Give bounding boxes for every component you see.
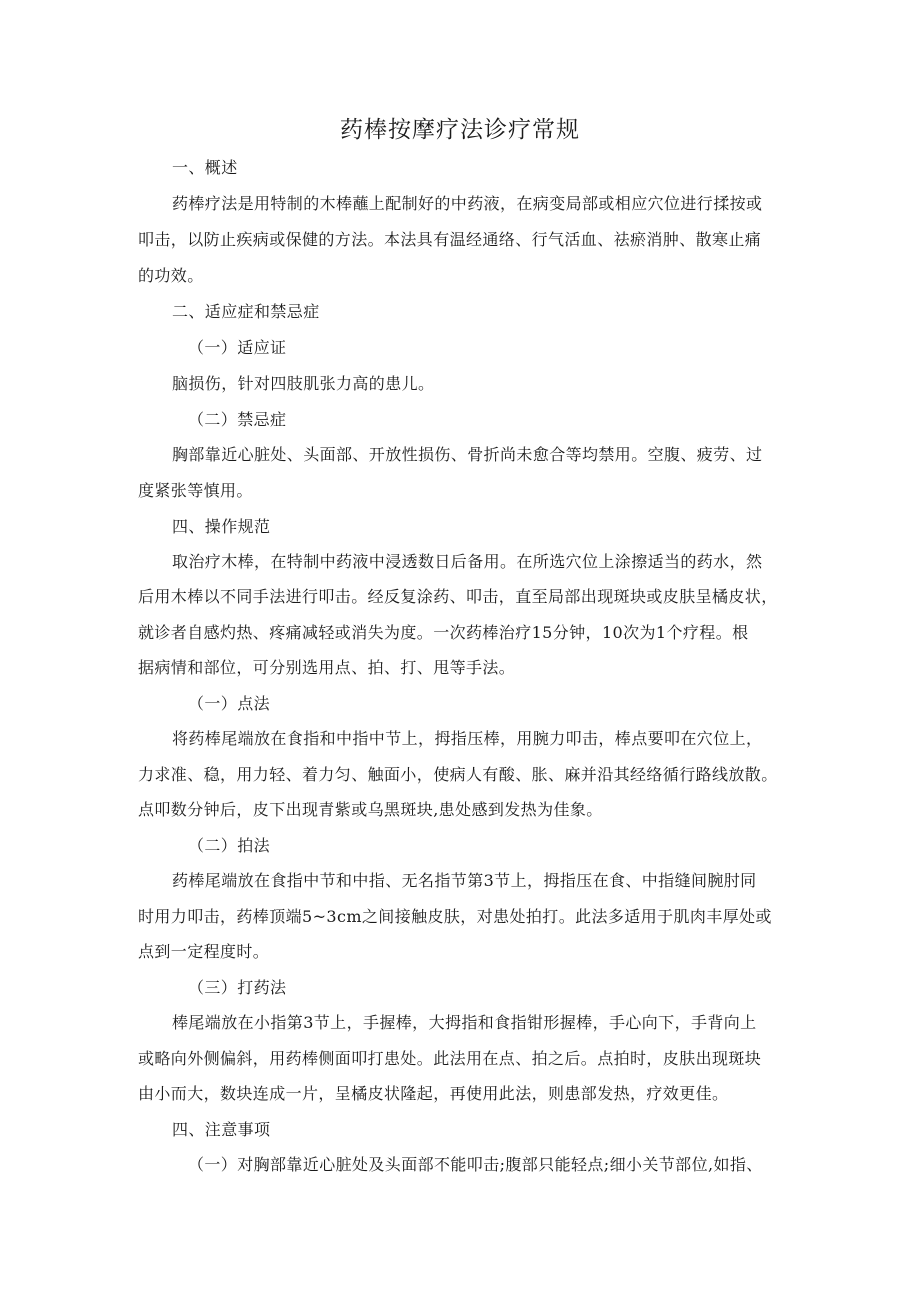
paragraph-line: 将药棒尾端放在食指和中指中节上，拇指压棒，用腕力叩击，棒点要叩在穴位上， xyxy=(172,729,763,748)
paragraph-line: 的功效。 xyxy=(138,266,204,285)
paragraph-line: 胸部靠近心脏处、头面部、开放性损伤、骨折尚未愈合等均禁用。空腹、疲劳、过 xyxy=(172,445,763,464)
paragraph-line: 药棒疗法是用特制的木棒蘸上配制好的中药液，在病变局部或相应穴位进行揉按或 xyxy=(172,194,763,213)
section-heading-overview: 一、概述 xyxy=(172,158,238,177)
section-heading-indications: 二、适应症和禁忌症 xyxy=(172,302,320,321)
paragraph-line: 据病情和部位，可分别选用点、拍、打、甩等手法。 xyxy=(138,658,516,677)
subsection-heading: （二）拍法 xyxy=(188,836,271,855)
section-heading-procedure: 四、操作规范 xyxy=(172,517,271,536)
document-title: 药棒按摩疗法诊疗常规 xyxy=(340,117,580,143)
paragraph-line: 后用木棒以不同手法进行叩击。经反复涂药、叩击，直至局部出现斑块或皮肤呈橘皮状， xyxy=(138,587,778,606)
subsection-heading: （一）点法 xyxy=(188,694,271,713)
paragraph-line: 脑损伤，针对四肢肌张力高的患儿。 xyxy=(172,374,435,393)
paragraph-line: 就诊者自感灼热、疼痛减轻或消失为度。一次药棒治疗15分钟，10次为1个疗程。根 xyxy=(138,623,749,642)
section-heading-precautions: 四、注意事项 xyxy=(172,1120,271,1139)
subsection-heading: （三）打药法 xyxy=(188,978,287,997)
paragraph-line: 或略向外侧偏斜，用药棒侧面叩打患处。此法用在点、拍之后。点拍时，皮肤出现斑块 xyxy=(138,1049,762,1068)
subsection-heading: （一）适应证 xyxy=(188,338,287,357)
paragraph-line: 叩击，以防止疾病或保健的方法。本法具有温经通络、行气活血、祛瘀消肿、散寒止痛 xyxy=(138,230,762,249)
paragraph-line: 棒尾端放在小指第3节上，手握棒，大拇指和食指钳形握棒，手心向下，手背向上 xyxy=(172,1013,757,1032)
paragraph-line: 度紧张等慎用。 xyxy=(138,481,253,500)
paragraph-line: （一）对胸部靠近心脏处及头面部不能叩击;腹部只能轻点;细小关节部位,如指、 xyxy=(188,1155,763,1174)
paragraph-line: 取治疗木棒，在特制中药液中浸透数日后备用。在所选穴位上涂擦适当的药水，然 xyxy=(172,552,763,571)
subsection-heading: （二）禁忌症 xyxy=(188,410,287,429)
paragraph-line: 药棒尾端放在食指中节和中指、无名指节第3节上，拇指压在食、中指缝间腕肘同 xyxy=(172,871,757,890)
paragraph-line: 点叩数分钟后，皮下出现青紫或乌黑斑块,患处感到发热为佳象。 xyxy=(138,800,603,819)
paragraph-line: 由小而大，数块连成一片，呈橘皮状隆起，再使用此法，则患部发热，疗效更佳。 xyxy=(138,1084,729,1103)
paragraph-line: 点到一定程度时。 xyxy=(138,942,270,961)
paragraph-line: 力求准、稳，用力轻、着力匀、触面小，使病人有酸、胀、麻并沿其经络循行路线放散。 xyxy=(138,765,778,784)
paragraph-line: 时用力叩击，药棒顶端5~3cm之间接触皮肤，对患处拍打。此法多适用于肌肉丰厚处或 xyxy=(138,907,772,926)
